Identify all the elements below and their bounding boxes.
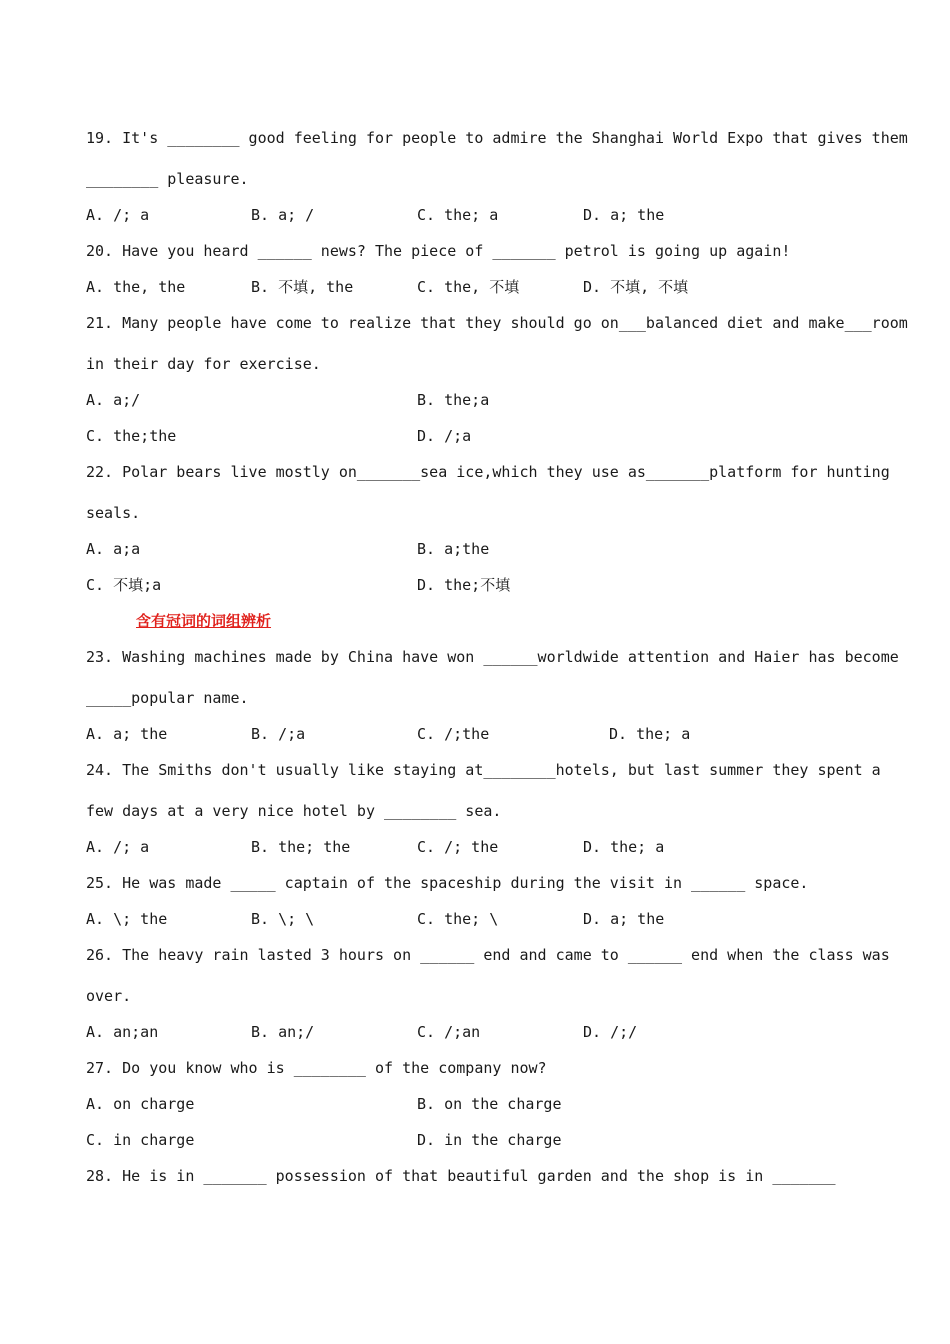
question-20-text: 20. Have you heard ______ news? The piece of _______ petrol is going up again! xyxy=(86,242,791,260)
question-23-option-d: D. the; a xyxy=(609,725,691,743)
question-22-option-c: C. 不填;a xyxy=(86,576,162,594)
question-26-text-cont: over. xyxy=(86,987,132,1005)
question-24-text: 24. The Smiths don't usually like staying at________hotels, but last summer they spent a xyxy=(86,761,881,779)
question-28-text: 28. He is in _______ possession of that beautiful garden and the shop is in _______ xyxy=(86,1167,836,1185)
question-26-text: 26. The heavy rain lasted 3 hours on ______ end and came to ______ end when the class was xyxy=(86,946,890,964)
question-19-option-a: A. /; a xyxy=(86,206,150,224)
question-20-option-a: A. the, the xyxy=(86,278,186,296)
question-22-option-b: B. a;the xyxy=(417,540,490,558)
question-19-option-c: C. the; a xyxy=(417,206,499,224)
question-25-text: 25. He was made _____ captain of the spaceship during the visit in ______ space. xyxy=(86,874,809,892)
question-27-option-a: A. on charge xyxy=(86,1095,195,1113)
question-23-option-a: A. a; the xyxy=(86,725,168,743)
question-24-option-a: A. /; a xyxy=(86,838,150,856)
question-25-option-a: A. \; the xyxy=(86,910,168,928)
question-27-option-c: C. in charge xyxy=(86,1131,195,1149)
question-19-option-b: B. a; / xyxy=(251,206,315,224)
question-20-option-c: C. the, 不填 xyxy=(417,278,520,296)
question-24-option-c: C. /; the xyxy=(417,838,499,856)
question-21-option-b: B. the;a xyxy=(417,391,490,409)
question-24-option-d: D. the; a xyxy=(583,838,665,856)
question-20-option-b: B. 不填, the xyxy=(251,278,354,296)
question-22-option-d: D. the;不填 xyxy=(417,576,511,594)
question-21-option-c: C. the;the xyxy=(86,427,177,445)
question-19-text-cont: ________ pleasure. xyxy=(86,170,249,188)
question-23-text-cont: _____popular name. xyxy=(86,689,249,707)
question-27-option-d: D. in the charge xyxy=(417,1131,562,1149)
question-22-text-cont: seals. xyxy=(86,504,141,522)
question-24-text-cont: few days at a very nice hotel by ________ sea. xyxy=(86,802,502,820)
section-heading: 含有冠词的词组辨析 xyxy=(136,612,272,630)
question-26-option-c: C. /;an xyxy=(417,1023,481,1041)
question-21-option-a: A. a;/ xyxy=(86,391,141,409)
question-19-text: 19. It's ________ good feeling for people to admire the Shanghai World Expo that gives them xyxy=(86,129,908,147)
question-23-option-c: C. /;the xyxy=(417,725,490,743)
question-21-text-cont: in their day for exercise. xyxy=(86,355,321,373)
question-25-option-c: C. the; \ xyxy=(417,910,499,928)
question-27-option-b: B. on the charge xyxy=(417,1095,562,1113)
question-20-option-d: D. 不填, 不填 xyxy=(583,278,689,296)
question-25-option-d: D. a; the xyxy=(583,910,665,928)
question-26-option-a: A. an;an xyxy=(86,1023,159,1041)
question-26-option-d: D. /;/ xyxy=(583,1023,638,1041)
question-27-text: 27. Do you know who is ________ of the company now? xyxy=(86,1059,547,1077)
question-21-option-d: D. /;a xyxy=(417,427,472,445)
question-26-option-b: B. an;/ xyxy=(251,1023,315,1041)
question-22-option-a: A. a;a xyxy=(86,540,141,558)
question-25-option-b: B. \; \ xyxy=(251,910,315,928)
question-23-text: 23. Washing machines made by China have won ______worldwide attention and Haier has become xyxy=(86,648,899,666)
question-24-option-b: B. the; the xyxy=(251,838,351,856)
question-21-text: 21. Many people have come to realize that they should go on___balanced diet and make___room xyxy=(86,314,908,332)
question-19-option-d: D. a; the xyxy=(583,206,665,224)
question-22-text: 22. Polar bears live mostly on_______sea ice,which they use as_______platform for hunting xyxy=(86,463,890,481)
question-23-option-b: B. /;a xyxy=(251,725,306,743)
